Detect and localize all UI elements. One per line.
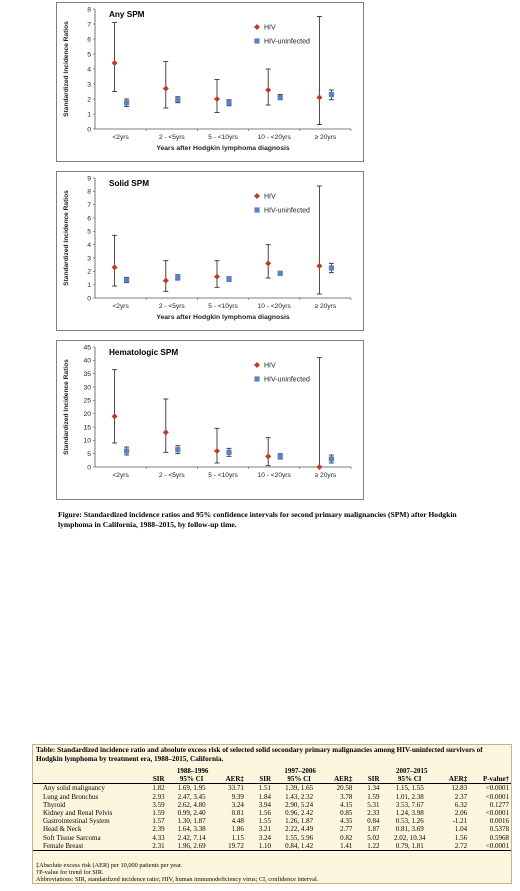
legend-marker-uninfected bbox=[254, 38, 259, 43]
table-row bbox=[33, 801, 511, 809]
era-label: 2007–2015 bbox=[396, 767, 428, 775]
y-axis-label: Standardized Incidence Ratios bbox=[63, 359, 70, 455]
table-cell: 0.53, 1.26 bbox=[395, 817, 424, 826]
table-cell: 2.22, 4.49 bbox=[285, 825, 314, 834]
y-tick-label: 1 bbox=[87, 281, 91, 289]
y-tick-label: 3 bbox=[87, 81, 91, 89]
x-tick-label: ≥ 20yrs bbox=[314, 303, 337, 310]
table-cell: 1.57 bbox=[152, 817, 165, 826]
hiv-uninfected-point bbox=[226, 450, 231, 455]
legend-label: HIV bbox=[264, 362, 276, 370]
y-tick-label: 45 bbox=[83, 344, 91, 352]
hiv-uninfected-point bbox=[329, 456, 334, 461]
table-row-label: Lung and Bronchus bbox=[43, 792, 99, 801]
legend-marker-uninfected bbox=[254, 207, 259, 212]
table-cell: 0.5378 bbox=[489, 825, 509, 834]
table-cell: 4.35 bbox=[340, 817, 353, 826]
chart-title: Any SPM bbox=[109, 10, 145, 19]
x-tick-label: 10 - <20yrs bbox=[257, 472, 291, 479]
table-cell: 6.32 bbox=[454, 800, 468, 809]
footnote: Abbreviations: SIR, standardized incidence ratio; HIV, human immunodeficiency virus; CI, confidence interval. bbox=[36, 876, 319, 883]
y-tick-label: 20 bbox=[83, 410, 91, 418]
table-cell: 1.43, 2.32 bbox=[285, 792, 314, 801]
table-cell: 1.55 bbox=[258, 817, 272, 826]
hiv-point bbox=[265, 453, 271, 459]
x-tick-label: 5 - <10yrs bbox=[208, 472, 238, 479]
table-cell: 1.22 bbox=[367, 841, 380, 850]
table-cell: 0.84, 1.42 bbox=[285, 841, 314, 850]
y-tick-label: 30 bbox=[83, 384, 91, 392]
table-cell: 1.56 bbox=[454, 833, 468, 842]
table-cell: 1.01, 2.38 bbox=[395, 792, 424, 801]
table-column-header: 95% CI bbox=[397, 775, 422, 784]
table-cell: 2.90, 5.24 bbox=[285, 800, 314, 809]
table-row-label: Kidney and Renal Pelvis bbox=[43, 809, 113, 818]
table-header-row bbox=[33, 775, 511, 784]
y-tick-label: 5 bbox=[87, 51, 91, 59]
table-cell: 33.71 bbox=[228, 784, 244, 793]
table-cell: 1.82 bbox=[152, 784, 165, 793]
y-tick-label: 3 bbox=[87, 255, 91, 263]
table-row bbox=[33, 817, 511, 825]
table-cell: 2.93 bbox=[152, 792, 165, 801]
y-tick-label: 4 bbox=[87, 241, 91, 249]
table-cell: <0.0001 bbox=[485, 841, 509, 850]
table-era-row bbox=[33, 767, 511, 775]
table-cell: 19.72 bbox=[228, 841, 244, 850]
table-cell: 4.33 bbox=[152, 833, 165, 842]
y-tick-label: 10 bbox=[83, 437, 91, 445]
table-body bbox=[33, 784, 511, 851]
table-cell: 1.26, 1.87 bbox=[285, 817, 314, 826]
hiv-point bbox=[265, 87, 271, 93]
x-tick-label: 10 - <20yrs bbox=[257, 134, 291, 141]
table-cell: 0.96, 2.42 bbox=[285, 809, 314, 818]
table-cell: 1.41 bbox=[340, 841, 353, 850]
hiv-point bbox=[316, 95, 322, 101]
y-tick-label: 40 bbox=[83, 357, 91, 365]
table-cell: 0.81, 3.69 bbox=[395, 825, 424, 834]
x-tick-label: 5 - <10yrs bbox=[208, 303, 238, 310]
hiv-uninfected-point bbox=[226, 100, 231, 105]
legend-marker-hiv bbox=[254, 24, 260, 30]
table-cell: 2.33 bbox=[367, 809, 380, 818]
table-row-label: Gastrointestinal System bbox=[43, 817, 110, 826]
chart-solid-spm bbox=[56, 171, 364, 331]
chart-title: Hematologic SPM bbox=[109, 348, 179, 357]
table-column-header: AER‡ bbox=[225, 775, 244, 784]
y-tick-label: 4 bbox=[87, 66, 91, 74]
table-cell: 0.1277 bbox=[489, 800, 509, 809]
hiv-uninfected-point bbox=[329, 92, 334, 97]
y-tick-label: 8 bbox=[87, 188, 91, 196]
table-cell: 1.51 bbox=[258, 784, 272, 793]
table-row bbox=[33, 825, 511, 833]
table-cell: 0.5968 bbox=[489, 833, 509, 842]
table-cell: 1.86 bbox=[231, 825, 244, 834]
table-cell: 2.62, 4.80 bbox=[177, 800, 206, 809]
hiv-point bbox=[163, 86, 169, 92]
table-cell: 2.37 bbox=[454, 792, 468, 801]
table-cell: 3.21 bbox=[258, 825, 272, 834]
figure-caption: Figure: Standardized incidence ratios and 95% confidence intervals for second primary malignancies (SPM) after Hodgkin lymphoma in California, 1988–2015, by follow-up time. bbox=[58, 510, 457, 529]
table-cell: 3.78 bbox=[340, 792, 353, 801]
x-tick-label: 5 - <10yrs bbox=[208, 134, 238, 141]
table-cell: 1.34 bbox=[367, 784, 380, 793]
y-tick-label: 7 bbox=[87, 21, 91, 29]
x-tick-label: 2 - <5yrs bbox=[158, 303, 185, 310]
y-tick-label: 5 bbox=[87, 228, 91, 236]
hiv-point bbox=[265, 260, 271, 266]
table-cell: 0.85 bbox=[340, 809, 353, 818]
hiv-point bbox=[163, 278, 169, 284]
legend-label: HIV-uninfected bbox=[264, 38, 310, 46]
y-tick-label: 9 bbox=[87, 175, 91, 183]
table-cell: 3.94 bbox=[258, 800, 272, 809]
table-cell: 9.39 bbox=[231, 792, 244, 801]
y-tick-label: 5 bbox=[87, 450, 91, 458]
table-row-label: Any solid malignancy bbox=[43, 784, 105, 793]
table-cell: 0.84 bbox=[367, 817, 380, 826]
table-row-label: Thyroid bbox=[43, 800, 66, 809]
table-cell: 1.69, 1.95 bbox=[177, 784, 206, 793]
table-cell: 4.48 bbox=[231, 817, 244, 826]
legend-marker-uninfected bbox=[254, 376, 259, 381]
x-axis-label: Years after Hodgkin lymphoma diagnosis bbox=[156, 314, 290, 321]
table-cell: 20.58 bbox=[336, 784, 353, 793]
hiv-uninfected-point bbox=[278, 95, 283, 100]
y-tick-label: 35 bbox=[83, 370, 91, 378]
table-title: Table: Standardized incidence ratio and absolute excess risk of selected solid secondary primary malignancies among HIV-uninfected survivors of Hodgkin lymphoma by treatment era, 1988–2015, California. bbox=[36, 746, 483, 763]
x-axis-label: Years after Hodgkin lymphoma diagnosis bbox=[156, 145, 290, 152]
table-column-header: AER‡ bbox=[334, 775, 353, 784]
table-cell: 5.02 bbox=[367, 833, 380, 842]
table-column-header: P-value† bbox=[482, 775, 509, 784]
chart-any-spm bbox=[56, 2, 364, 162]
table-row-label: Soft Tissue Sarcoma bbox=[43, 833, 101, 842]
table-cell: 1.10 bbox=[258, 841, 272, 850]
hiv-point bbox=[163, 429, 169, 435]
table-cell: 2.31 bbox=[152, 841, 165, 850]
hiv-uninfected-point bbox=[124, 448, 129, 453]
table-cell: <0.0001 bbox=[485, 784, 509, 793]
chart-hematologic-spm bbox=[56, 340, 364, 500]
y-tick-label: 0 bbox=[87, 295, 91, 303]
y-tick-label: 7 bbox=[87, 201, 91, 209]
x-tick-label: <2yrs bbox=[112, 134, 129, 141]
y-tick-label: 8 bbox=[87, 6, 91, 14]
table-row-label: Female Breast bbox=[43, 841, 84, 850]
x-tick-label: 2 - <5yrs bbox=[158, 134, 185, 141]
hiv-point bbox=[112, 264, 118, 270]
table-cell: 0.0016 bbox=[489, 817, 509, 826]
table-cell: 3.24 bbox=[231, 800, 244, 809]
table-cell: 3.24 bbox=[258, 833, 272, 842]
era-label: 1988–1996 bbox=[176, 767, 209, 775]
y-tick-label: 25 bbox=[83, 397, 91, 405]
table-cell: 2.47, 3.45 bbox=[177, 792, 206, 801]
table-column-header: SIR bbox=[259, 775, 272, 784]
x-tick-label: ≥ 20yrs bbox=[314, 472, 337, 479]
table-cell: 1.84 bbox=[258, 792, 272, 801]
hiv-uninfected-point bbox=[124, 277, 129, 282]
y-tick-label: 6 bbox=[87, 36, 91, 44]
data-table bbox=[32, 744, 512, 884]
table-cell: 1.15 bbox=[231, 833, 244, 842]
table-cell: 2.42, 7.14 bbox=[177, 833, 206, 842]
table-cell: 4.15 bbox=[340, 800, 353, 809]
hiv-uninfected-point bbox=[278, 454, 283, 459]
table-cell: 12.83 bbox=[451, 784, 468, 793]
table-cell: 1.30, 1.87 bbox=[177, 817, 206, 826]
y-tick-label: 2 bbox=[87, 96, 91, 104]
table-cell: 3.53, 7.67 bbox=[395, 800, 424, 809]
hiv-point bbox=[214, 274, 220, 280]
table-column-header: 95% CI bbox=[179, 775, 204, 784]
legend-label: HIV bbox=[264, 24, 276, 32]
table-row bbox=[33, 784, 511, 793]
table-cell: 1.39, 1.65 bbox=[285, 784, 314, 793]
table-row-label: Head & Neck bbox=[43, 825, 82, 834]
table-cell: 1.64, 3.38 bbox=[177, 825, 206, 834]
hiv-uninfected-point bbox=[329, 265, 334, 270]
table-row bbox=[33, 809, 511, 817]
x-tick-label: <2yrs bbox=[112, 472, 129, 479]
hiv-uninfected-point bbox=[175, 447, 180, 452]
legend-label: HIV-uninfected bbox=[264, 207, 310, 215]
table-cell: 1.59 bbox=[152, 809, 165, 818]
hiv-uninfected-point bbox=[226, 276, 231, 281]
legend-marker-hiv bbox=[254, 193, 260, 199]
table-cell: 1.96, 2.69 bbox=[177, 841, 206, 850]
chart-solid-spm-svg bbox=[57, 172, 365, 332]
chart-any-spm-svg bbox=[57, 3, 365, 163]
x-tick-label: 2 - <5yrs bbox=[158, 472, 185, 479]
table-grid bbox=[33, 767, 511, 851]
y-axis-label: Standardized Incidence Ratios bbox=[63, 21, 70, 117]
table-row bbox=[33, 793, 511, 801]
table-cell: 2.72 bbox=[454, 841, 468, 850]
footnote: †P-value for trend for SIR. bbox=[36, 869, 104, 876]
hiv-point bbox=[112, 60, 118, 66]
hiv-uninfected-point bbox=[175, 275, 180, 280]
legend-label: HIV-uninfected bbox=[264, 376, 310, 384]
table-cell: 1.24, 3.98 bbox=[395, 809, 424, 818]
table-cell: 2.02, 10.34 bbox=[393, 833, 426, 842]
y-tick-label: 6 bbox=[87, 215, 91, 223]
y-tick-label: 0 bbox=[87, 464, 91, 472]
y-tick-label: 0 bbox=[87, 126, 91, 134]
table-cell: 1.87 bbox=[367, 825, 380, 834]
table-cell: 1.55, 5.96 bbox=[285, 833, 314, 842]
table-cell: 2.77 bbox=[340, 825, 353, 834]
hiv-uninfected-point bbox=[278, 271, 283, 276]
hiv-point bbox=[316, 464, 322, 470]
table-column-header: AER‡ bbox=[448, 775, 468, 784]
footnote: ‡Absolute excess risk (AER) per 10,000 patients per year. bbox=[36, 862, 183, 869]
legend-label: HIV bbox=[264, 193, 276, 201]
table-row bbox=[33, 842, 511, 851]
y-axis-label: Standardized Incidence Ratios bbox=[63, 190, 70, 286]
table-row bbox=[33, 834, 511, 842]
hiv-point bbox=[214, 448, 220, 454]
table-column-header: 95% CI bbox=[287, 775, 311, 784]
table-cell: 1.15, 1.55 bbox=[395, 784, 424, 793]
table-cell: 2.06 bbox=[454, 809, 468, 818]
y-tick-label: 15 bbox=[83, 424, 91, 432]
table-cell: -1.21 bbox=[452, 817, 468, 826]
hiv-point bbox=[112, 413, 118, 419]
legend-marker-hiv bbox=[254, 362, 260, 368]
table-cell: 0.81 bbox=[231, 809, 244, 818]
chart-title: Solid SPM bbox=[109, 179, 150, 188]
table-cell: <0.0001 bbox=[485, 792, 509, 801]
hiv-uninfected-point bbox=[175, 97, 180, 102]
y-tick-label: 1 bbox=[87, 111, 91, 119]
table-column-header: SIR bbox=[152, 775, 165, 784]
table-cell: <0.0001 bbox=[485, 809, 509, 818]
hiv-uninfected-point bbox=[124, 100, 129, 105]
table-cell: 0.79, 1.81 bbox=[395, 841, 424, 850]
table-cell: 3.59 bbox=[152, 800, 165, 809]
hiv-point bbox=[316, 263, 322, 269]
era-label: 1997–2006 bbox=[284, 767, 316, 775]
table-cell: 5.31 bbox=[367, 800, 380, 809]
table-column-header: SIR bbox=[367, 775, 380, 784]
y-tick-label: 2 bbox=[87, 268, 91, 276]
table-cell: 1.59 bbox=[367, 792, 380, 801]
chart-hematologic-spm-svg bbox=[57, 341, 365, 501]
table-cell: 0.99, 2.40 bbox=[177, 809, 206, 818]
table-cell: 0.82 bbox=[340, 833, 353, 842]
x-tick-label: <2yrs bbox=[112, 303, 129, 310]
x-tick-label: ≥ 20yrs bbox=[314, 134, 337, 141]
hiv-point bbox=[214, 96, 220, 102]
table-cell: 2.39 bbox=[152, 825, 165, 834]
x-tick-label: 10 - <20yrs bbox=[257, 303, 291, 310]
table-cell: 1.04 bbox=[454, 825, 468, 834]
table-cell: 1.56 bbox=[258, 809, 272, 818]
